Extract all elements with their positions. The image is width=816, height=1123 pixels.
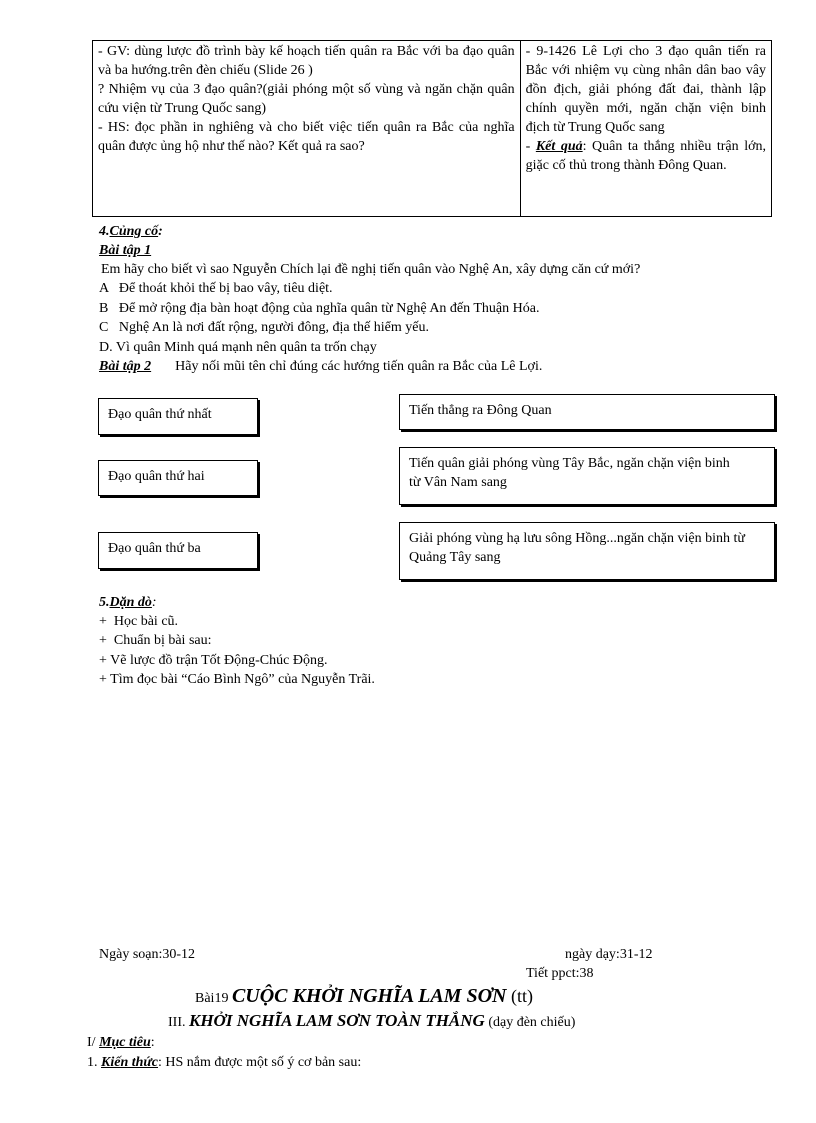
direction-box-1: Tiến thẳng ra Đông Quan (399, 394, 775, 430)
table-line: - GV: dùng lược đồ trình bày kế hoạch tiến quân ra Bắc với ba đạo quân và ba hướng.trên đèn chiếu (Slide 26 ) (98, 44, 515, 78)
direction-box-2: Tiến quân giải phóng vùng Tây Bắc, ngăn chặn viện binh từ Vân Nam sang (399, 447, 775, 505)
homework-item: + Vẽ lược đồ trận Tốt Động-Chúc Động. (99, 653, 328, 668)
knowledge-line (87, 1053, 361, 1072)
prep-date: Ngày soạn:30-12 (99, 947, 196, 962)
teach-date: ngày dạy:31-12 (565, 947, 653, 962)
lesson-table (92, 40, 772, 217)
option-a: A Để thoát khỏi thế bị bao vây, tiêu diệt. (99, 281, 333, 296)
homework-item: + Học bài cũ. (99, 614, 179, 629)
heading-text: Củng cố (109, 224, 159, 239)
heading-colon: : (158, 224, 163, 239)
result-line (526, 137, 766, 175)
objectives-number: I/ (87, 1035, 100, 1050)
table-line: - HS: đọc phần in nghiêng và cho biết việc tiến quân ra Bắc của nghĩa quân được ủng hộ như thế nào? Kết quả ra sao? (98, 120, 515, 154)
heading-text: Dặn dò (109, 595, 152, 610)
exercise-2-question: Hãy nối mũi tên chỉ đúng các hướng tiến quân ra Bắc của Lê Lợi. (175, 359, 543, 374)
lesson-suffix: (tt) (506, 986, 533, 1006)
homework-item: + Chuẩn bị bài sau: (99, 633, 212, 648)
exercise-1-question: Em hãy cho biết vì sao Nguyễn Chích lại đề nghị tiến quân vào Nghệ An, xây dựng căn cứ mới? (101, 262, 641, 277)
knowledge-number: 1. (87, 1055, 101, 1070)
exercise-1-title: Bài tập 1 (99, 243, 152, 258)
content-cell (520, 41, 771, 217)
exercise-2-line (99, 357, 542, 376)
table-row (93, 41, 772, 217)
homework-item: + Tìm đọc bài “Cáo Bình Ngô” của Nguyễn Trãi. (99, 672, 375, 687)
objectives-label: Mục tiêu (99, 1035, 151, 1050)
objectives-heading (87, 1033, 155, 1052)
period-number: Tiết ppct:38 (526, 966, 594, 981)
lesson-title-line (195, 983, 533, 1012)
section-number: III. (168, 1015, 189, 1030)
objectives-colon: : (150, 1035, 155, 1050)
knowledge-text: : HS nắm được một số ý cơ bản sau: (158, 1055, 362, 1070)
exercise-2-title: Bài tập 2 (99, 359, 152, 374)
result-prefix: - (525, 139, 536, 154)
table-line: ? Nhiệm vụ của 3 đạo quân?(giải phóng một số vùng và ngăn chặn quân cứu viện từ Trung Quốc sang) (98, 82, 515, 116)
heading-number: 4. (99, 224, 110, 239)
lesson-title: CUỘC KHỞI NGHĨA LAM SƠN (231, 985, 507, 1007)
option-b: B Để mở rộng địa bàn hoạt động của nghĩa quân từ Nghệ An đến Thuận Hóa. (99, 301, 540, 316)
section-title-line (168, 1010, 575, 1034)
heading-colon: : (151, 595, 157, 610)
teacher-activity-cell (93, 41, 521, 217)
option-d: D. Vì quân Minh quá mạnh nên quân ta trốn chạy (99, 340, 377, 355)
section-suffix: (dạy đèn chiếu) (484, 1015, 576, 1030)
army-box-2: Đạo quân thứ hai (98, 460, 258, 496)
option-c: C Nghệ An là nơi đất rộng, người đông, địa thế hiểm yếu. (99, 320, 429, 335)
content-text: - 9-1426 Lê Lợi cho 3 đạo quân tiến ra Bắc với nhiệm vụ cùng nhân dân bao vây đồn địch, giải phóng đất đai, thành lập chính quyền mới, ngăn chặn viện binh địch từ Trung Quốc sang (525, 44, 766, 135)
army-box-3: Đạo quân thứ ba (98, 532, 258, 569)
consolidation-heading (99, 222, 163, 241)
result-label: Kết quả (535, 139, 583, 154)
lesson-prefix: Bài19 (195, 991, 232, 1006)
direction-box-3: Giải phóng vùng hạ lưu sông Hồng...ngăn chặn viện binh từ Quảng Tây sang (399, 522, 775, 580)
homework-heading (99, 593, 157, 612)
section-title: KHỞI NGHĨA LAM SƠN TOÀN THẮNG (189, 1011, 485, 1030)
result-text: : Quân ta thắng nhiều trận lớn, giặc cố thủ trong thành Đông Quan. (525, 139, 766, 173)
heading-number: 5. (99, 595, 110, 610)
army-box-1: Đạo quân thứ nhất (98, 398, 258, 435)
knowledge-label: Kiến thức (101, 1055, 159, 1070)
